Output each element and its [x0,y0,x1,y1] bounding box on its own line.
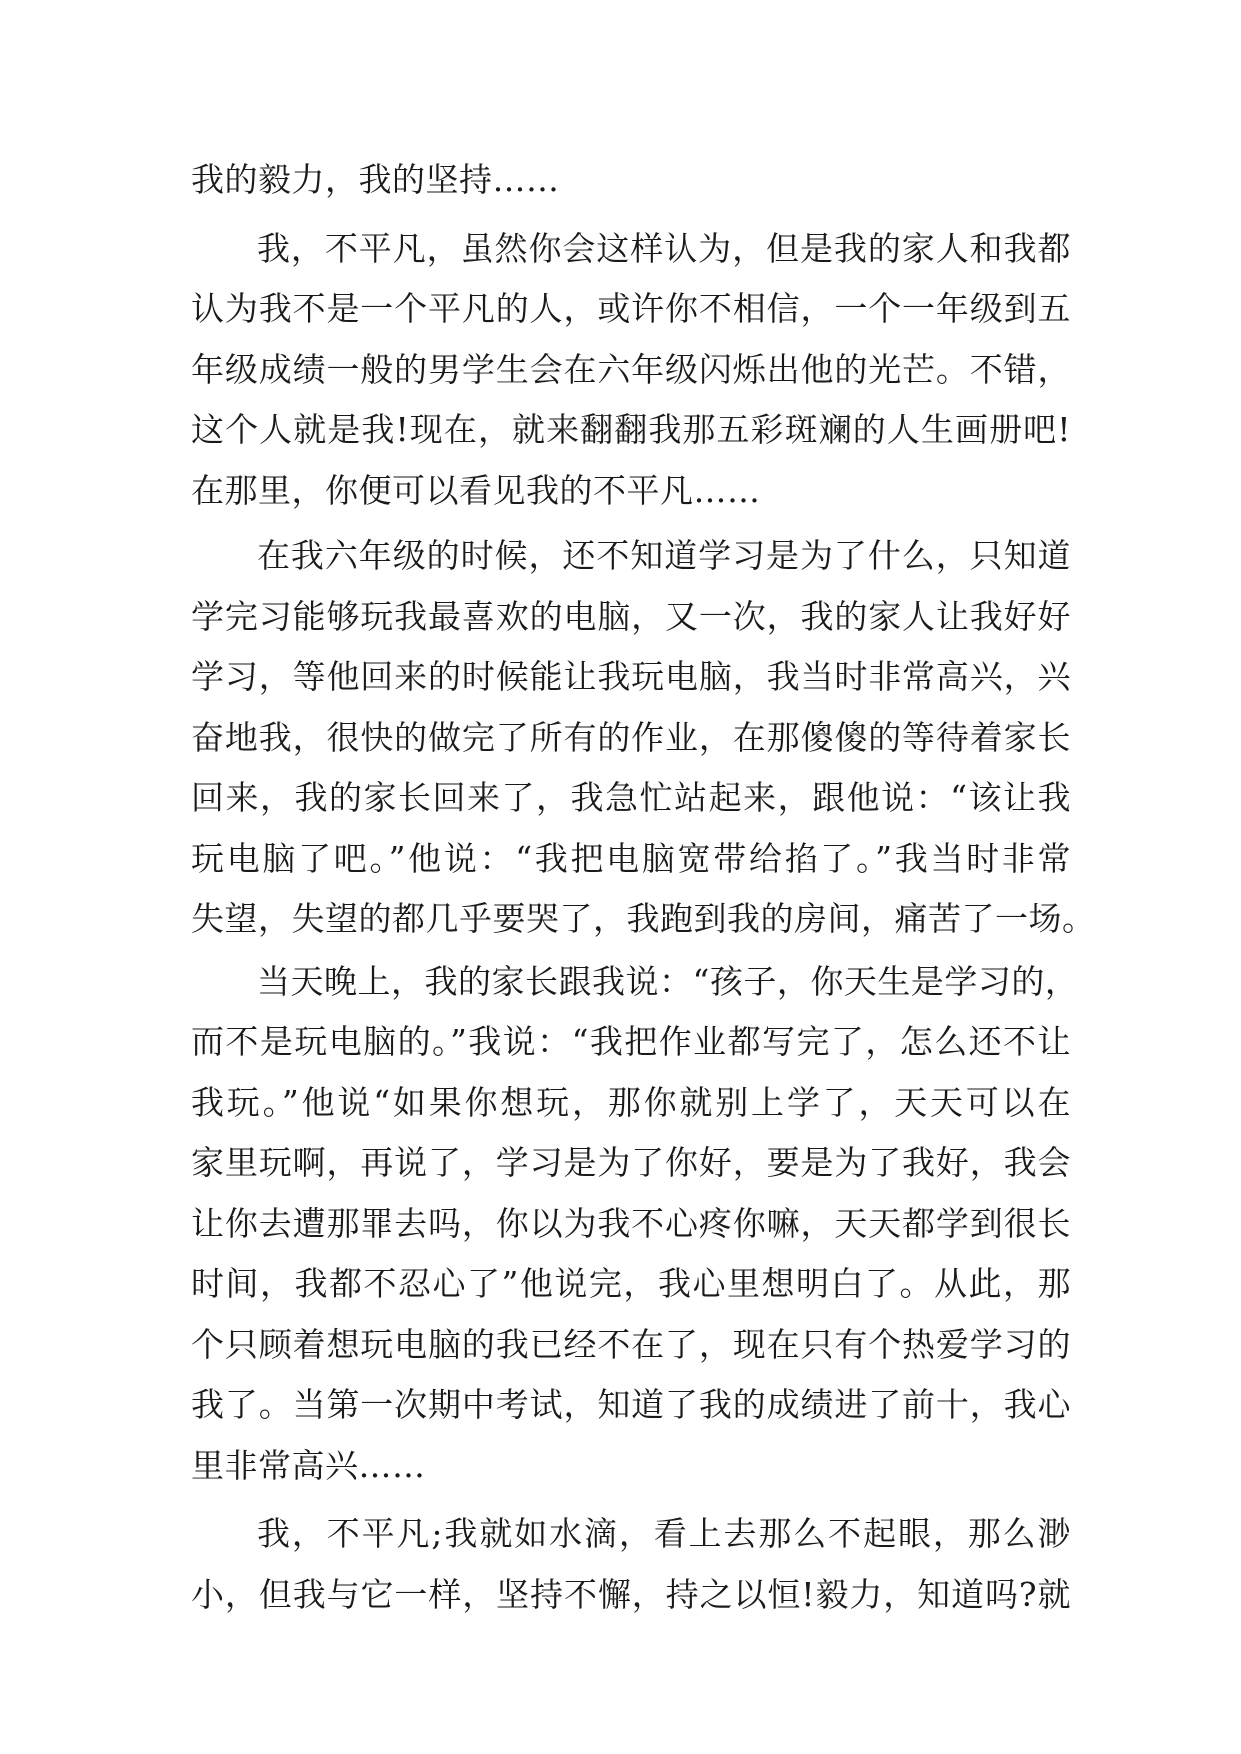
text-line: 当天晚上，我的家长跟我说：“孩子，你天生是学习的， [257,961,1079,1001]
text-line: 这个人就是我!现在，就来翻翻我那五彩斑斓的人生画册吧! [191,410,1071,449]
paragraph [191,952,1079,1497]
paragraph [191,1504,1071,1625]
text-line: 我了。当第一次期中考试，知道了我的成绩进了前十，我心 [191,1385,1071,1424]
text-line: 年级成绩一般的男学生会在六年级闪烁出他的光芒。不错， [191,349,1071,389]
text-line: 我，不平凡;我就如水滴，看上去那么不起眼，那么渺 [257,1514,1071,1553]
text-line: 回来，我的家长回来了，我急忙站起来，跟他说：“该让我 [191,778,1071,817]
text-line: 我的毅力，我的坚持…… [191,160,560,199]
text-line: 里非常高兴…… [191,1445,426,1485]
text-line: 失望，失望的都几乎要哭了，我跑到我的房间，痛苦了一场。 [191,899,1096,938]
text-line: 认为我不是一个平凡的人，或许你不相信，一个一年级到五 [191,289,1071,328]
text-line: 玩电脑了吧。”他说：“我把电脑宽带给掐了。”我当时非常 [191,838,1071,878]
paragraph [191,219,1071,522]
text-line: 个只顾着想玩电脑的我已经不在了，现在只有个热爱学习的 [191,1324,1071,1364]
paragraph [191,150,1071,211]
text-line: 我，不平凡，虽然你会这样认为，但是我的家人和我都 [257,228,1071,268]
text-line: 而不是玩电脑的。”我说：“我把作业都写完了，怎么还不让 [191,1022,1071,1061]
text-line: 我玩。”他说“如果你想玩，那你就别上学了，天天可以在 [191,1082,1071,1122]
text-line: 奋地我，很快的做完了所有的作业，在那傻傻的等待着家长 [191,717,1071,757]
text-line: 小，但我与它一样，坚持不懈，持之以恒!毅力，知道吗?就 [191,1574,1071,1614]
paragraph [191,526,1096,950]
text-line: 学习，等他回来的时候能让我玩电脑，我当时非常高兴，兴 [191,657,1071,696]
text-line: 家里玩啊，再说了，学习是为了你好，要是为了我好，我会 [191,1143,1071,1182]
text-line: 在我六年级的时候，还不知道学习是为了什么，只知道 [257,536,1071,575]
text-line: 让你去遭那罪去吗，你以为我不心疼你嘛，天天都学到很长 [191,1203,1071,1243]
document-body [191,150,1096,1625]
text-line: 在那里，你便可以看见我的不平凡…… [191,470,761,510]
text-line: 时间，我都不忍心了”他说完，我心里想明白了。从此，那 [191,1264,1071,1303]
text-line: 学完习能够玩我最喜欢的电脑，又一次，我的家人让我好好 [191,596,1071,636]
